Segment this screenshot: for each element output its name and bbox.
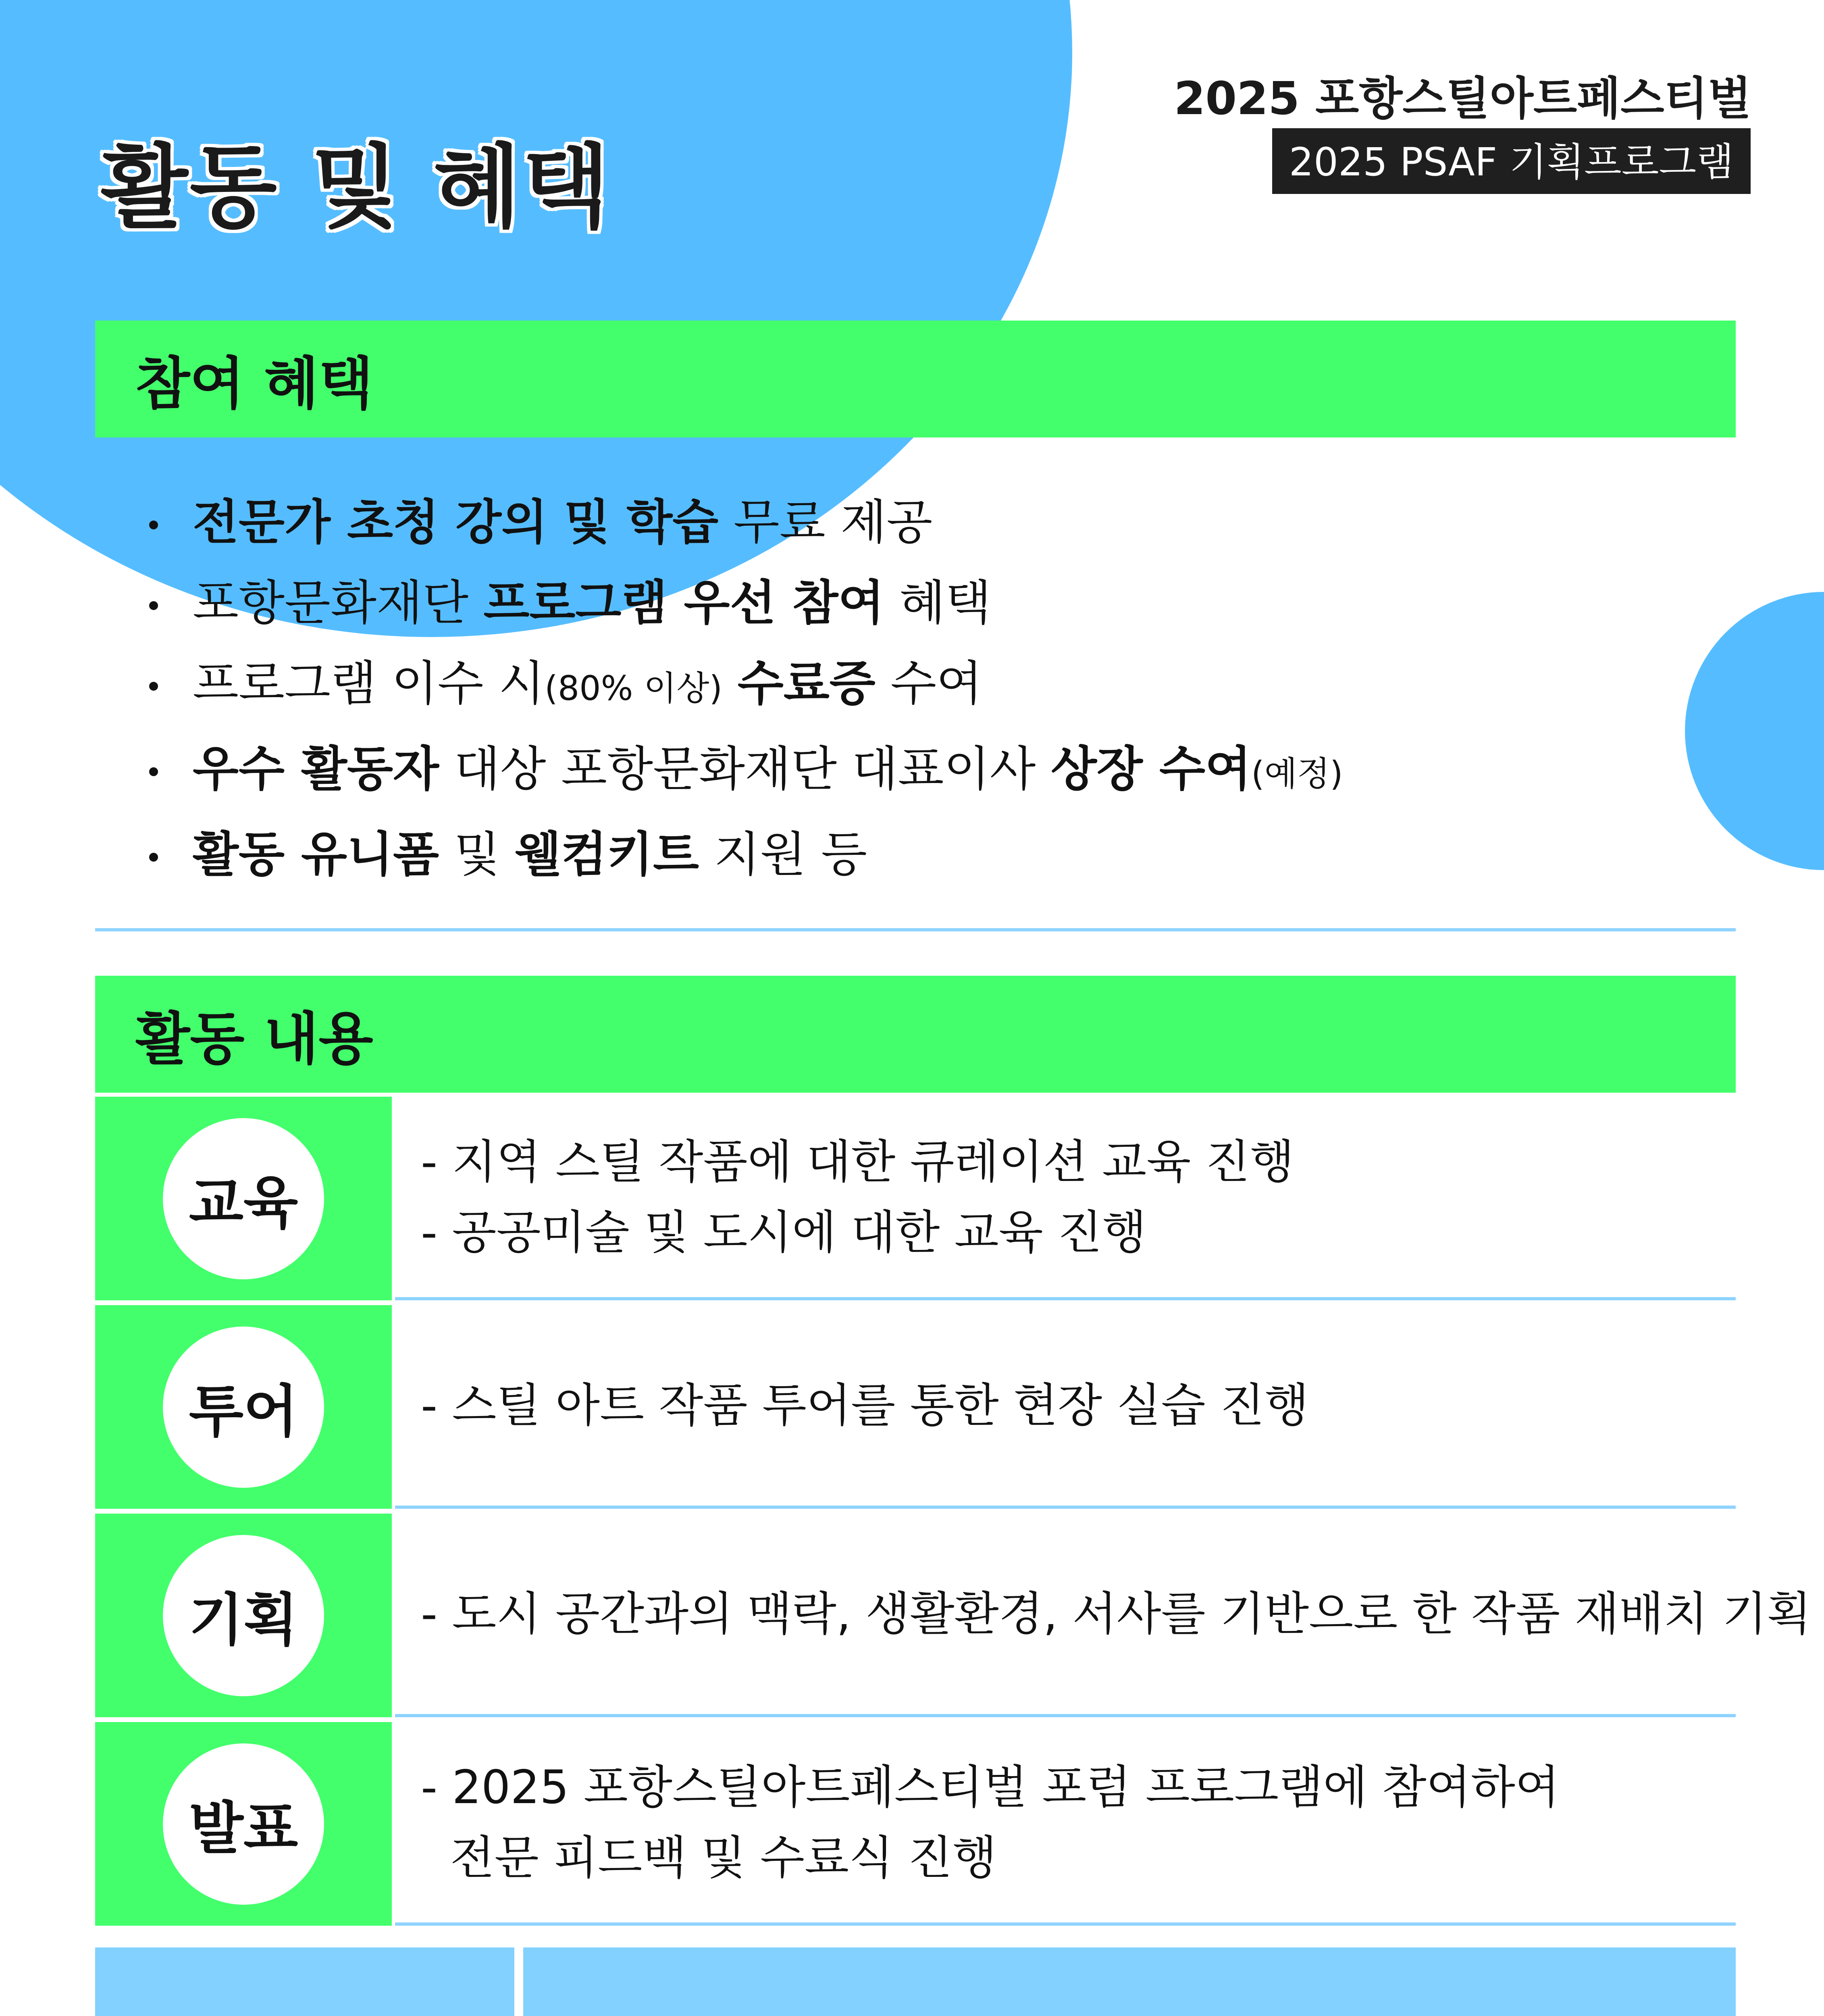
program-badge: 2025 PSAF 기획프로그램	[1272, 128, 1751, 194]
festival-name: 2025 포항스틸아트페스티벌	[1174, 73, 1751, 125]
benefit-text-run: 대상 포항문화재단 대표이사	[439, 741, 1051, 797]
benefit-text-run: 무료 제공	[718, 494, 933, 550]
period-range	[930, 2004, 1248, 2016]
activity-description	[395, 1722, 1736, 1926]
period-duration	[1283, 2004, 1567, 2016]
activity-label-circle: 투어	[163, 1327, 324, 1488]
benefit-text-run: 우수 활동자	[193, 741, 439, 797]
activity-label-panel	[95, 1514, 392, 1717]
activity-line: - 도시 공간과의 맥락, 생활환경, 서사를 기반으로 한 작품 재배치 기획	[421, 1587, 1812, 1641]
benefit-text-run: 프로그램 우선 참여	[483, 575, 884, 631]
benefit-text-run: (80% 이상)	[544, 669, 723, 708]
activity-label-circle: 기획	[163, 1535, 324, 1696]
activity-label-panel	[95, 1097, 392, 1300]
benefit-item	[145, 562, 1343, 643]
benefit-text-run: 수여	[875, 656, 983, 711]
benefit-item	[145, 643, 1343, 729]
activity-line: - 지역 스틸 작품에 대한 큐레이션 교육 진행	[421, 1135, 1294, 1189]
activity-description	[395, 1097, 1736, 1300]
activity-line: - 공공미술 및 도시에 대한 교육 진행	[421, 1205, 1147, 1259]
decorative-circle-small	[1685, 592, 1824, 870]
activity-description	[395, 1514, 1812, 1717]
benefit-text-run: 활동 유니폼	[193, 827, 439, 882]
period-year	[692, 2004, 893, 2016]
activity-label-panel	[95, 1722, 392, 1926]
benefit-text-run: 및	[439, 827, 516, 882]
benefit-text-run: 지원 등	[699, 827, 867, 882]
benefit-text-run: 전문가 초청 강의 및 학습	[193, 494, 719, 550]
benefits-list	[145, 482, 1343, 895]
activity-row-tour	[95, 1305, 1736, 1509]
benefits-section-header: 참여 혜택	[95, 321, 1736, 437]
activity-row-planning	[95, 1514, 1812, 1717]
benefit-item	[145, 814, 1343, 895]
activities-section-header: 활동 내용	[95, 976, 1736, 1093]
benefit-text-run	[722, 656, 738, 711]
benefit-text-run: 수료증	[737, 656, 876, 711]
activity-description	[395, 1305, 1736, 1509]
activity-line: 전문 피드백 및 수료식 진행	[421, 1831, 997, 1885]
benefit-text-run: 포항문화재단	[193, 575, 484, 631]
activity-line: - 2025 포항스틸아트페스티벌 포럼 프로그램에 참여하여	[421, 1760, 1560, 1814]
activity-label-panel	[95, 1305, 392, 1509]
activity-line: - 스틸 아트 작품 투어를 통한 현장 실습 진행	[421, 1379, 1309, 1432]
benefit-text-run: 상장 수여	[1050, 741, 1251, 797]
benefit-text-run: 프로그램 이수 시	[193, 656, 545, 711]
benefit-text-run: (예정)	[1251, 754, 1343, 793]
benefit-text-run: 혜택	[884, 575, 992, 631]
page-title: 활동 및 혜택	[101, 135, 611, 240]
benefit-text-run: 웰컴키트	[515, 827, 699, 882]
period-value	[523, 1947, 1736, 2016]
period-label	[95, 1947, 514, 2016]
benefit-item	[145, 729, 1343, 814]
activity-label-circle: 교육	[163, 1118, 324, 1279]
activity-row-education	[95, 1097, 1736, 1300]
activity-row-presentation	[95, 1722, 1736, 1926]
section-divider	[95, 928, 1736, 931]
benefit-item	[145, 482, 1343, 562]
activity-label-circle: 발표	[163, 1743, 324, 1905]
